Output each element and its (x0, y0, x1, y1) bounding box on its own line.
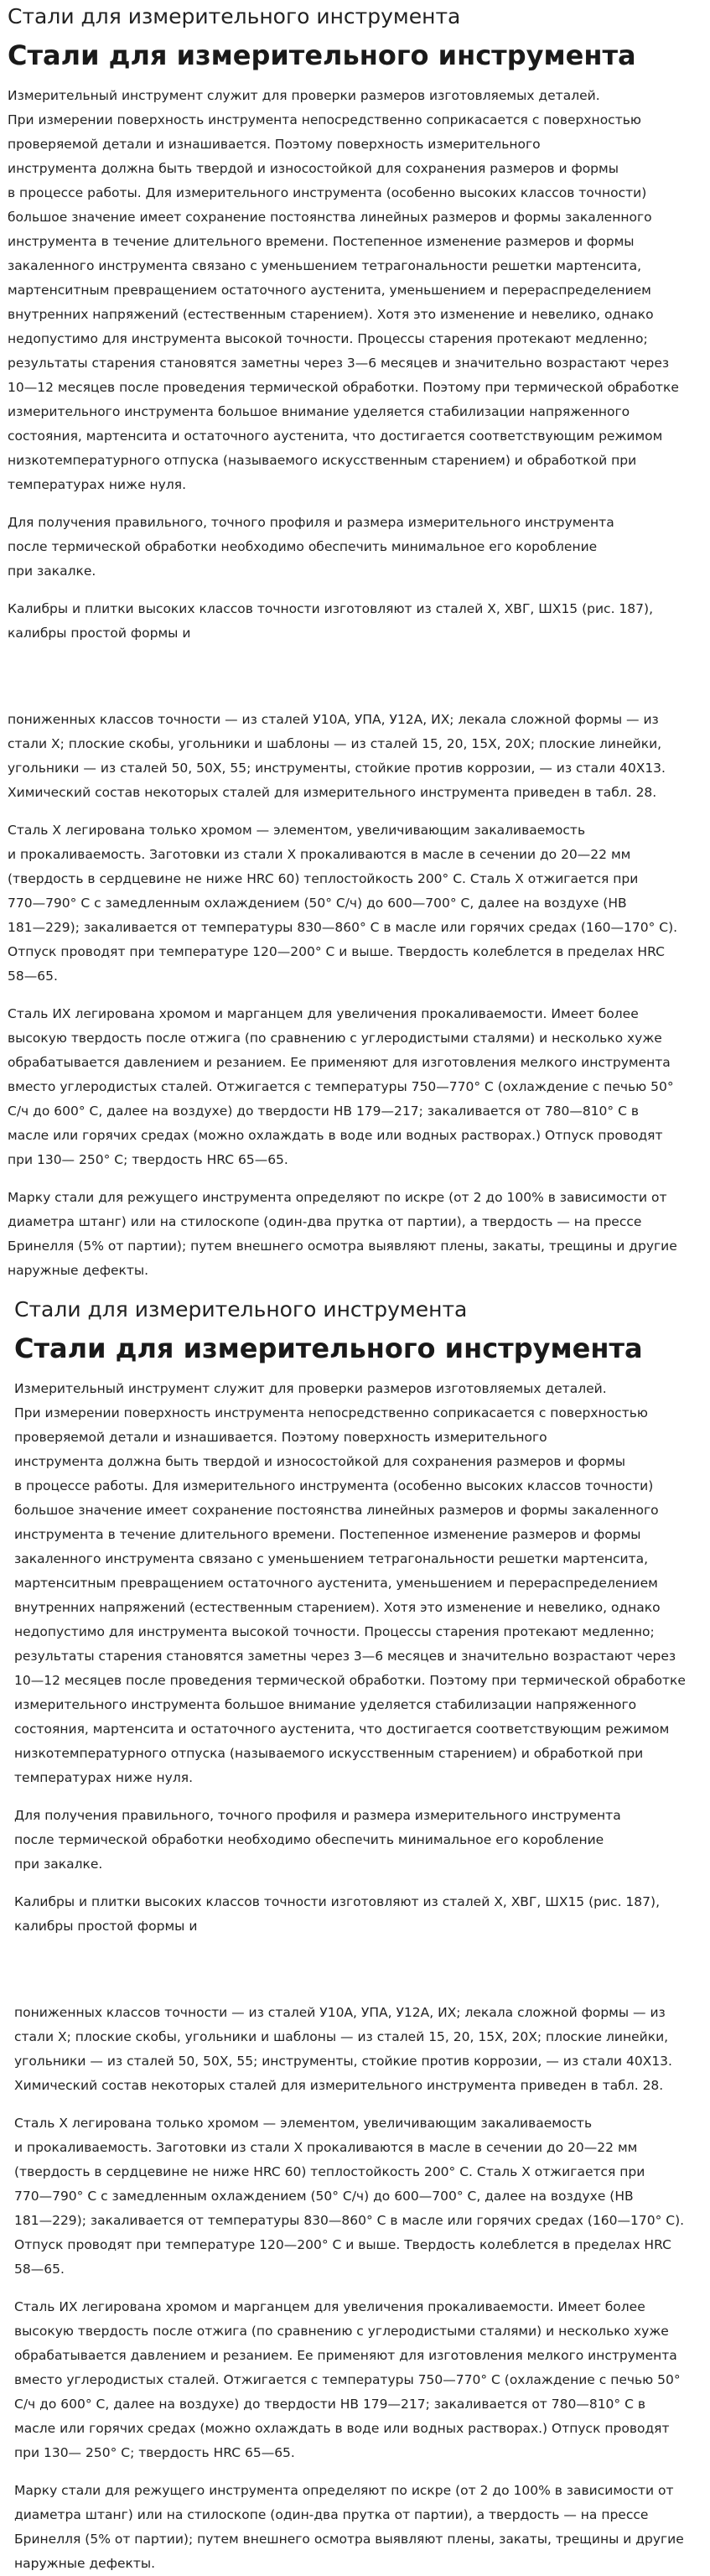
paragraph-line: Измерительный инструмент служит для проверки размеров изготовляемых деталей. (14, 1381, 607, 1396)
paragraph-line: диаметра штанг) или на стилоскопе (один-два прутка от партии), а твердость — на прессе (14, 2507, 649, 2522)
paragraph-line: масле или горячих средах (можно охлаждать в воде или водных растворах.) Отпуск проводят (8, 1128, 663, 1143)
paragraph-line: Отпуск проводят при температуре 120—200° С и выше. Твердость колеблется в пределах HRC (8, 944, 665, 959)
paragraph-line: после термической обработки необходимо обеспечить минимальное его коробление (14, 1832, 604, 1847)
article-paragraph (14, 1890, 695, 1939)
paragraph-line: в процессе работы. Для измерительного инструмента (особенно высоких классов точности) (14, 1478, 654, 1493)
article-paragraph (14, 2001, 695, 2098)
paragraph-line: результаты старения становятся заметны через 3—6 месяцев и значительно возрастают через (8, 356, 670, 371)
paragraph-line: диаметра штанг) или на стилоскопе (один-два прутка от партии), а твердость — на прессе (8, 1214, 642, 1229)
page (0, 3, 710, 2576)
page-title: Стали для измерительного инструмента (14, 1332, 643, 1364)
paragraph-line: 58—65. (14, 2262, 65, 2277)
paragraph-line: температурах ниже нуля. (8, 477, 187, 492)
paragraph-line: При измерении поверхность инструмента непосредственно соприкасается с поверхностью (14, 1405, 648, 1420)
paragraph-line: закаленного инструмента связано с уменьшением тетрагональности решетки мартенсита, (14, 1551, 649, 1566)
paragraph-line: низкотемпературного отпуска (называемого искусственным старением) и обработкой при (8, 453, 637, 468)
paragraph-line: большое значение имеет сохранение постоянства линейных размеров и формы закаленного (14, 1503, 659, 1518)
paragraph-line: 770—790° С с замедленным охлаждением (50° С/ч) до 600—700° С, далее на воздухе (НВ (8, 896, 627, 911)
paragraph-line: высокую твердость после отжига (по сравнению с углеродистыми сталями) и несколько хуже (14, 2324, 669, 2339)
article-paragraph (8, 84, 695, 497)
paragraph-line: 10—12 месяцев после проведения термической обработки. Поэтому при термической обработке (14, 1673, 686, 1688)
figure-placeholder (14, 1952, 695, 2001)
paragraph-line: Калибры и плитки высоких классов точности изготовляют из сталей X, ХВГ, ШХ15 (рис. 187), (14, 1894, 660, 1909)
paragraph-line: внутренних напряжений (естественным старением). Хотя это изменение и невелико, однако (14, 1600, 661, 1615)
paragraph-line: Измерительный инструмент служит для проверки размеров изготовляемых деталей. (8, 88, 600, 103)
paragraph-line: проверяемой детали и изнашивается. Поэтому поверхность измерительного (8, 137, 541, 152)
paragraph-line: Отпуск проводят при температуре 120—200° С и выше. Твердость колеблется в пределах HRC (14, 2237, 671, 2252)
paragraph-line: и прокаливаемость. Заготовки из стали X прокаливаются в масле в сечении до 20—22 мм (14, 2140, 638, 2155)
paragraph-line: обрабатывается давлением и резанием. Ее применяют для изготовления мелкого инструмента (14, 2348, 677, 2363)
article-copy-1 (0, 3, 710, 1283)
breadcrumb: Стали для измерительного инструмента (8, 4, 461, 29)
figure-placeholder (8, 659, 695, 708)
article-paragraph (14, 2111, 695, 2282)
paragraph-line: результаты старения становятся заметны через 3—6 месяцев и значительно возрастают через (14, 1649, 676, 1664)
paragraph-line: (твердость в сердцевине не ниже HRC 60) теплостойкость 200° С. Сталь X отжигается при (8, 871, 639, 886)
paragraph-line: мартенситным превращением остаточного аустенита, уменьшением и перераспределением (8, 283, 651, 298)
paragraph-line: высокую твердость после отжига (по сравнению с углеродистыми сталями) и несколько хуже (8, 1031, 662, 1046)
paragraph-line: закаленного инструмента связано с уменьшением тетрагональности решетки мартенсита, (8, 258, 642, 273)
paragraph-line: Бринелля (5% от партии); путем внешнего осмотра выявляют плены, закаты, трещины и другие (8, 1239, 677, 1254)
paragraph-line: мартенситным превращением остаточного аустенита, уменьшением и перераспределением (14, 1576, 658, 1591)
paragraph-line: низкотемпературного отпуска (называемого искусственным старением) и обработкой при (14, 1746, 644, 1761)
paragraph-line: инструмента должна быть твердой и износостойкой для сохранения размеров и формы (8, 161, 619, 176)
paragraph-line: состояния, мартенсита и остаточного аустенита, что достигается соответствующим режимом (14, 1722, 670, 1737)
paragraph-line: 10—12 месяцев после проведения термической обработки. Поэтому при термической обработке (8, 380, 679, 395)
paragraph-line: С/ч до 600° С, далее на воздухе) до твердости НВ 179—217; закаливается от 780—810° С в (14, 2397, 645, 2412)
paragraph-line: недопустимо для инструмента высокой точности. Процессы старения протекают медленно; (8, 331, 648, 346)
paragraph-line: С/ч до 600° С, далее на воздухе) до твердости НВ 179—217; закаливается от 780—810° С в (8, 1104, 639, 1119)
paragraph-line: измерительного инструмента большое внимание уделяется стабилизации напряженного (14, 1697, 637, 1712)
paragraph-line: недопустимо для инструмента высокой точности. Процессы старения протекают медленно; (14, 1624, 655, 1639)
paragraph-line: Сталь X легирована только хромом — элементом, увеличивающим закаливаемость (14, 2116, 593, 2131)
paragraph-line: Бринелля (5% от партии); путем внешнего осмотра выявляют плены, закаты, трещины и другие (14, 2532, 684, 2547)
paragraph-line: (твердость в сердцевине не ниже HRC 60) теплостойкость 200° С. Сталь X отжигается при (14, 2164, 645, 2179)
paragraph-line: 58—65. (8, 969, 58, 984)
paragraph-line: угольники — из сталей 50, 50Х, 55; инструменты, стойкие против коррозии, — из стали 40X13. (8, 761, 666, 776)
article-paragraph (8, 1002, 695, 1172)
paragraph-line: в процессе работы. Для измерительного инструмента (особенно высоких классов точности) (8, 185, 647, 200)
paragraph-line: угольники — из сталей 50, 50Х, 55; инструменты, стойкие против коррозии, — из стали 40X13. (14, 2054, 672, 2069)
paragraph-line: вместо углеродистых сталей. Отжигается с температуры 750—770° С (охлаждение с печью 50° (14, 2372, 681, 2387)
paragraph-line: температурах ниже нуля. (14, 1770, 194, 1785)
paragraph-line: Сталь ИХ легирована хромом и марганцем для увеличения прокаливаемости. Имеет более (14, 2299, 645, 2314)
paragraph-line: и прокаливаемость. Заготовки из стали X прокаливаются в масле в сечении до 20—22 мм (8, 847, 631, 862)
paragraph-line: Марку стали для режущего инструмента определяют по искре (от 2 до 100% в зависимости от (14, 2483, 674, 2498)
paragraph-line: Сталь X легирована только хромом — элементом, увеличивающим закаливаемость (8, 823, 586, 838)
paragraph-line: калибры простой формы и (8, 626, 191, 641)
article-paragraph (8, 708, 695, 805)
article-paragraph (14, 2479, 695, 2576)
article-paragraph (14, 2295, 695, 2465)
paragraph-line: после термической обработки необходимо обеспечить минимальное его коробление (8, 539, 598, 554)
article-paragraph (8, 597, 695, 646)
paragraph-line: при закалке. (8, 564, 96, 579)
paragraph-line: измерительного инструмента большое внимание уделяется стабилизации напряженного (8, 404, 630, 419)
paragraph-line: при 130— 250° С; твердость HRC 65—65. (8, 1152, 288, 1167)
paragraph-line: вместо углеродистых сталей. Отжигается с температуры 750—770° С (охлаждение с печью 50° (8, 1079, 674, 1094)
article-copy-2 (0, 1296, 710, 2576)
article-paragraph (8, 818, 695, 989)
paragraph-line: инструмента в течение длительного времени. Постепенное изменение размеров и формы (8, 234, 635, 249)
paragraph-line: при закалке. (14, 1857, 103, 1872)
paragraph-line: 770—790° С с замедленным охлаждением (50° С/ч) до 600—700° С, далее на воздухе (НВ (14, 2189, 634, 2204)
paragraph-line: Для получения правильного, точного профиля и размера измерительного инструмента (14, 1808, 621, 1823)
paragraph-line: проверяемой детали и изнашивается. Поэтому поверхность измерительного (14, 1430, 547, 1445)
article-paragraph (8, 1186, 695, 1283)
paragraph-line: Для получения правильного, точного профиля и размера измерительного инструмента (8, 515, 614, 530)
paragraph-line: масле или горячих средах (можно охлаждать в воде или водных растворах.) Отпуск проводят (14, 2421, 670, 2436)
paragraph-line: При измерении поверхность инструмента непосредственно соприкасается с поверхностью (8, 112, 641, 127)
article-paragraph (14, 1377, 695, 1790)
paragraph-line: обрабатывается давлением и резанием. Ее применяют для изготовления мелкого инструмента (8, 1055, 671, 1070)
paragraph-line: инструмента в течение длительного времени. Постепенное изменение размеров и формы (14, 1527, 641, 1542)
paragraph-line: пониженных классов точности — из сталей У10А, УПА, У12А, ИХ; лекала сложной формы — из (14, 2005, 666, 2020)
paragraph-line: при 130— 250° С; твердость HRC 65—65. (14, 2445, 295, 2460)
paragraph-line: наружные дефекты. (14, 2556, 156, 2571)
paragraph-line: 181—229); закаливается от температуры 830—860° С в масле или горячих средах (160—170° С). (8, 920, 678, 935)
paragraph-line: пониженных классов точности — из сталей У10А, УПА, У12А, ИХ; лекала сложной формы — из (8, 712, 659, 727)
breadcrumb: Стали для измерительного инструмента (14, 1297, 468, 1322)
paragraph-line: стали X; плоские скобы, угольники и шаблоны — из сталей 15, 20, 15Х, 20Х; плоские линейки, (14, 2029, 669, 2044)
article-paragraph (8, 511, 695, 584)
paragraph-line: 181—229); закаливается от температуры 830—860° С в масле или горячих средах (160—170° С). (14, 2213, 685, 2228)
paragraph-line: инструмента должна быть твердой и износостойкой для сохранения размеров и формы (14, 1454, 625, 1469)
paragraph-line: стали X; плоские скобы, угольники и шаблоны — из сталей 15, 20, 15Х, 20Х; плоские линейки, (8, 736, 662, 751)
paragraph-line: Химический состав некоторых сталей для измерительного инструмента приведен в табл. 28. (14, 2078, 664, 2093)
paragraph-line: большое значение имеет сохранение постоянства линейных размеров и формы закаленного (8, 210, 652, 225)
paragraph-line: Сталь ИХ легирована хромом и марганцем для увеличения прокаливаемости. Имеет более (8, 1006, 639, 1021)
page-title: Стали для измерительного инструмента (8, 39, 636, 71)
paragraph-line: наружные дефекты. (8, 1263, 149, 1278)
paragraph-line: внутренних напряжений (естественным старением). Хотя это изменение и невелико, однако (8, 307, 654, 322)
article-paragraph (14, 1804, 695, 1877)
paragraph-line: Марку стали для режущего инструмента определяют по искре (от 2 до 100% в зависимости от (8, 1190, 667, 1205)
paragraph-line: Химический состав некоторых сталей для измерительного инструмента приведен в табл. 28. (8, 785, 657, 800)
paragraph-line: Калибры и плитки высоких классов точности изготовляют из сталей X, ХВГ, ШХ15 (рис. 187), (8, 601, 653, 616)
paragraph-line: калибры простой формы и (14, 1919, 198, 1934)
paragraph-line: состояния, мартенсита и остаточного аустенита, что достигается соответствующим режимом (8, 428, 663, 444)
